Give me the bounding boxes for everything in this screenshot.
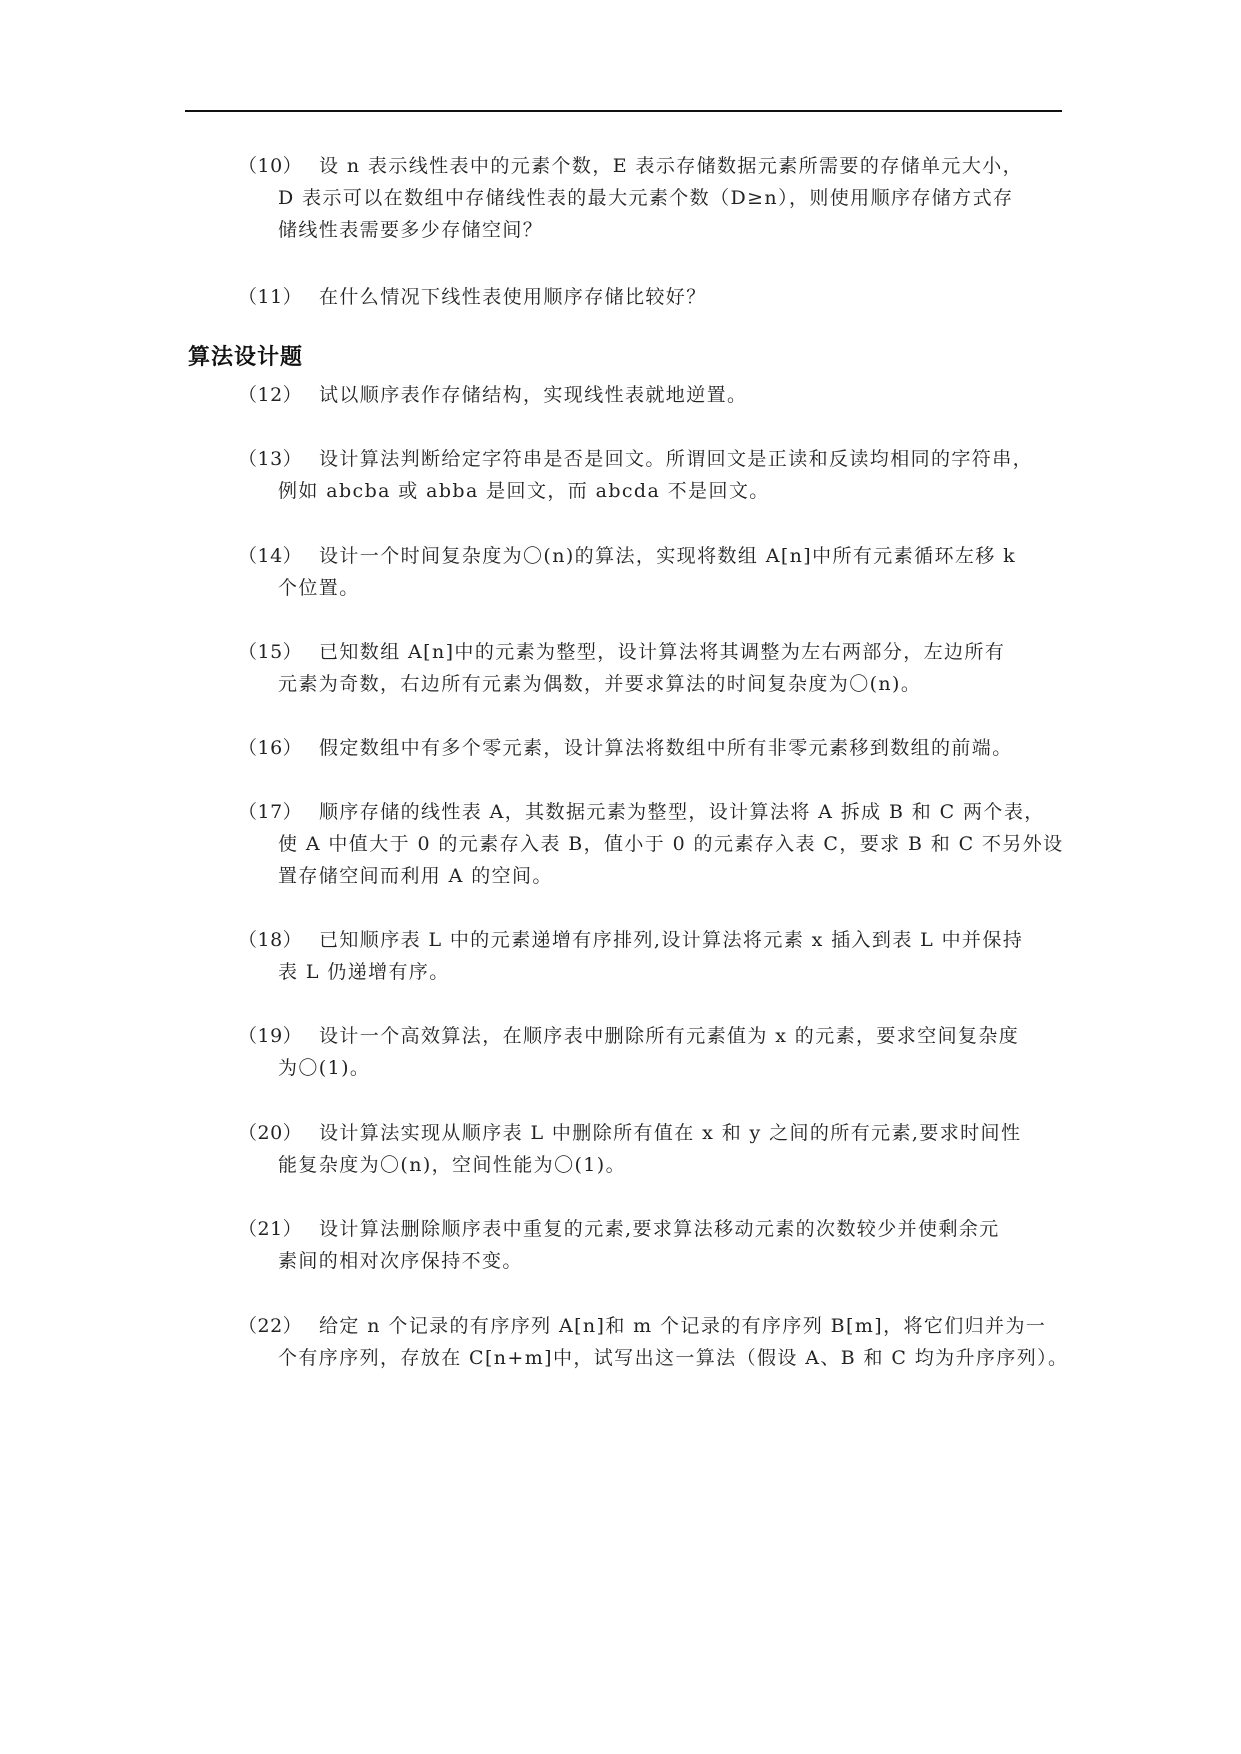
question-text-line: 例如 abcba 或 abba 是回文，而 abcda 不是回文。 [278, 480, 770, 502]
question-text-line: 已知顺序表 L 中的元素递增有序排列,设计算法将元素 x 插入到表 L 中并保持 [319, 929, 1024, 951]
question-text-line: 个位置。 [278, 577, 360, 599]
question-text-line: 使 A 中值大于 0 的元素存入表 B，值小于 0 的元素存入表 C，要求 B 和 C 不另外设 [278, 833, 1064, 855]
question-text-line: 设计算法实现从顺序表 L 中删除所有值在 x 和 y 之间的所有元素,要求时间性 [319, 1122, 1022, 1144]
question-17 [238, 796, 1066, 892]
question-21 [238, 1213, 1066, 1277]
question-19 [238, 1020, 1066, 1084]
question-20 [238, 1117, 1066, 1181]
question-text-line: 给定 n 个记录的有序序列 A[n]和 m 个记录的有序序列 B[m]，将它们归并为一 [319, 1315, 1047, 1337]
question-text-line: 顺序存储的线性表 A，其数据元素为整型，设计算法将 A 拆成 B 和 C 两个表， [319, 801, 1045, 823]
question-text-line: 个有序序列，存放在 C[n+m]中，试写出这一算法（假设 A、B 和 C 均为升序序列）。 [278, 1347, 1069, 1369]
question-text-line: 为〇(1)。 [278, 1057, 371, 1079]
question-text-line: 设计算法判断给定字符串是否是回文。所谓回文是正读和反读均相同的字符串， [319, 448, 1034, 470]
question-10 [238, 150, 1066, 246]
question-number: （13） [238, 448, 303, 470]
question-text-line: 设计一个时间复杂度为〇(n)的算法，实现将数组 A[n]中所有元素循环左移 k [319, 545, 1017, 567]
question-number: （11） [238, 286, 303, 308]
header-rule [185, 110, 1062, 112]
question-text-line: 设计一个高效算法，在顺序表中删除所有元素值为 x 的元素，要求空间复杂度 [319, 1025, 1020, 1047]
question-16 [238, 732, 1066, 764]
question-number: （14） [238, 545, 303, 567]
question-number: （19） [238, 1025, 303, 1047]
question-text-line: 假定数组中有多个零元素，设计算法将数组中所有非零元素移到数组的前端。 [319, 737, 1013, 759]
question-number: （15） [238, 641, 303, 663]
question-15 [238, 636, 1066, 700]
question-text-line: 储线性表需要多少存储空间？ [278, 219, 544, 241]
question-12 [238, 379, 1066, 411]
question-11 [238, 281, 1066, 313]
question-number: （20） [238, 1122, 303, 1144]
question-text-line: 已知数组 A[n]中的元素为整型，设计算法将其调整为左右两部分，左边所有 [319, 641, 1006, 663]
question-22 [238, 1310, 1069, 1374]
question-13 [238, 443, 1066, 507]
section-title: 算法设计题 [188, 345, 304, 370]
question-number: （16） [238, 737, 303, 759]
question-number: （18） [238, 929, 303, 951]
question-number: （21） [238, 1218, 303, 1240]
question-text-line: 元素为奇数，右边所有元素为偶数，并要求算法的时间复杂度为〇(n)。 [278, 673, 922, 695]
question-18 [238, 924, 1066, 988]
question-text-line: 设 n 表示线性表中的元素个数，E 表示存储数据元素所需要的存储单元大小， [319, 155, 1024, 177]
question-text-line: 试以顺序表作存储结构，实现线性表就地逆置。 [319, 384, 748, 406]
question-14 [238, 540, 1066, 604]
question-number: （17） [238, 801, 303, 823]
question-text-line: 置存储空间而利用 A 的空间。 [278, 865, 553, 887]
question-text-line: 在什么情况下线性表使用顺序存储比较好？ [319, 286, 707, 308]
question-number: （22） [238, 1315, 303, 1337]
question-number: （10） [238, 155, 303, 177]
question-text-line: 能复杂度为〇(n)，空间性能为〇(1)。 [278, 1154, 626, 1176]
question-text-line: 表 L 仍递增有序。 [278, 961, 450, 983]
question-text-line: D 表示可以在数组中存储线性表的最大元素个数（D≥n），则使用顺序存储方式存 [278, 187, 1014, 209]
question-number: （12） [238, 384, 303, 406]
question-text-line: 素间的相对次序保持不变。 [278, 1250, 523, 1272]
question-text-line: 设计算法删除顺序表中重复的元素,要求算法移动元素的次数较少并使剩余元 [319, 1218, 1000, 1240]
